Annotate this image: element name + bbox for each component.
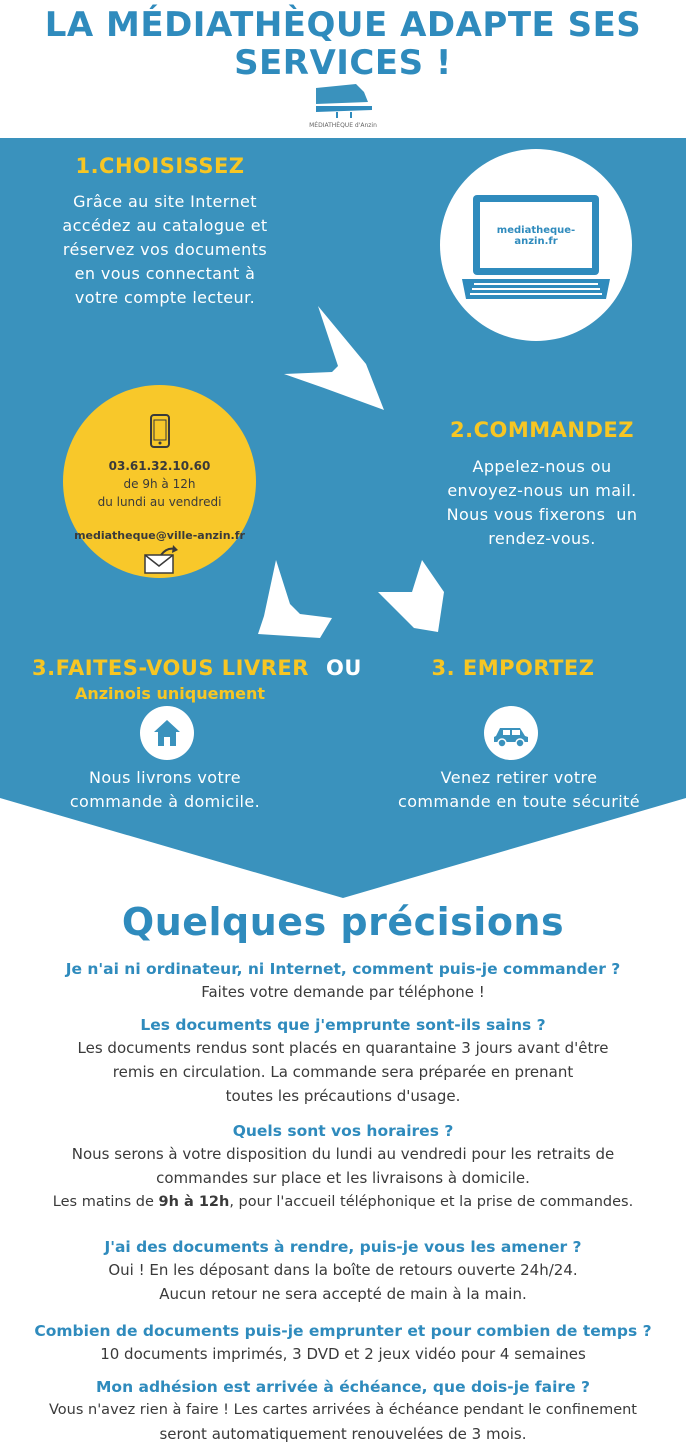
faq-answer-line: remis en circulation. La commande sera préparée en prenant	[112, 1063, 574, 1081]
faq-answer-line: 10 documents imprimés, 3 DVD et 2 jeux vidéo pour 4 semaines	[100, 1345, 586, 1363]
step3a-text	[20, 766, 310, 814]
faq-item	[0, 1320, 686, 1366]
laptop-url: mediatheque-anzin.fr	[496, 225, 576, 247]
step3a-title-row	[32, 656, 362, 680]
step2-title: 2.COMMANDEZ	[450, 418, 634, 442]
step2-line: Appelez-nous ou	[472, 457, 612, 476]
faq-heading: Quelques précisions	[121, 900, 565, 944]
step3a-title: 3.FAITES-VOUS LIVRER	[32, 656, 309, 680]
page-title	[20, 6, 666, 82]
faq-answer-line: Vous n'avez rien à faire ! Les cartes arrivées à échéance pendant le confinement	[48, 1402, 637, 1418]
arrow-down-right-icon	[280, 302, 392, 414]
faq-item	[0, 1120, 686, 1214]
faq-answer-line: Les documents rendus sont placés en quarantaine 3 jours avant d'être	[77, 1039, 609, 1057]
step1-line: en vous connectant à	[74, 264, 256, 283]
contact-phone: 03.61.32.10.60	[108, 459, 211, 473]
page-title-line1: LA MÉDIATHÈQUE ADAPTE SES	[44, 5, 642, 45]
car-icon-circle	[484, 706, 538, 760]
faq-answer-line	[0, 1190, 686, 1214]
step1-line: votre compte lecteur.	[74, 288, 256, 307]
faq-question: Je n'ai ni ordinateur, ni Internet, comment puis-je commander ?	[65, 960, 621, 978]
step1-line: Grâce au site Internet	[73, 192, 257, 211]
contact-days: du lundi au vendredi	[97, 495, 222, 509]
step2-line: Nous vous fixerons un	[446, 505, 638, 524]
faq-question: Quels sont vos horaires ?	[232, 1122, 454, 1140]
faq-answer-pre: Les matins de	[52, 1194, 159, 1210]
house-icon-circle	[140, 706, 194, 760]
smartphone-icon	[149, 413, 171, 449]
logo-shape	[306, 82, 380, 122]
faq-item	[0, 1014, 686, 1108]
contact-hours: de 9h à 12h	[123, 477, 196, 491]
step3b-line: commande en toute sécurité	[398, 792, 640, 811]
step3a-line: Nous livrons votre	[88, 768, 242, 787]
faq-answer-line: Oui ! En les déposant dans la boîte de retours ouverte 24h/24.	[108, 1261, 578, 1279]
step2-line: rendez-vous.	[488, 529, 596, 548]
step1-line: réservez vos documents	[62, 240, 268, 259]
faq-answer-line: commandes sur place et les livraisons à domicile.	[156, 1169, 530, 1187]
step3b-title: 3. EMPORTEZ	[431, 656, 595, 680]
or-label: OU	[326, 656, 362, 680]
faq-answer-line: seront automatiquement renouvelées de 3 mois.	[159, 1425, 527, 1443]
faq-item	[0, 958, 686, 1004]
faq-answer-line: toutes les précautions d'usage.	[225, 1087, 461, 1105]
logo-text: MÉDIATHÈQUE d'Anzin	[309, 122, 377, 129]
step1-line: accédez au catalogue et	[62, 216, 268, 235]
arrow-down-left-icon	[254, 558, 344, 640]
arrow-down-right-icon	[374, 558, 450, 636]
faq-question: Les documents que j'emprunte sont-ils sains ?	[140, 1016, 546, 1034]
step1-text	[20, 190, 310, 310]
contact-circle	[63, 385, 256, 578]
faq-item	[0, 1236, 686, 1306]
faq-answer-post: , pour l'accueil téléphonique et la prise de commandes.	[229, 1194, 634, 1210]
house-icon	[140, 706, 194, 760]
car-icon	[484, 706, 538, 760]
step1-title: 1.CHOISISSEZ	[75, 154, 245, 178]
faq-answer-line: Nous serons à votre disposition du lundi au vendredi pour les retraits de	[71, 1145, 615, 1163]
step3b-line: Venez retirer votre	[440, 768, 598, 787]
step3a-subtitle: Anzinois uniquement	[74, 684, 266, 703]
envelope-send-icon	[143, 545, 179, 575]
step3a-line: commande à domicile.	[69, 792, 261, 811]
faq-question: Mon adhésion est arrivée à échéance, que dois-je faire ?	[96, 1378, 590, 1396]
page-title-line2: SERVICES !	[234, 43, 452, 83]
faq-answer-line: Faites votre demande par téléphone !	[201, 983, 485, 1001]
faq-question: J'ai des documents à rendre, puis-je vous les amener ?	[104, 1238, 582, 1256]
laptop-circle	[440, 149, 632, 341]
faq-question: Combien de documents puis-je emprunter et pour combien de temps ?	[34, 1322, 652, 1340]
mediatheque-logo	[306, 82, 380, 136]
step2-line: envoyez-nous un mail.	[447, 481, 637, 500]
step2-text	[412, 455, 672, 551]
faq-item	[0, 1376, 686, 1446]
faq-answer-line: Aucun retour ne sera accepté de main à la main.	[159, 1285, 527, 1303]
contact-email: mediatheque@ville-anzin.fr	[74, 529, 245, 542]
step3b-text	[370, 766, 668, 814]
faq-answer-bold: 9h à 12h	[158, 1194, 230, 1210]
